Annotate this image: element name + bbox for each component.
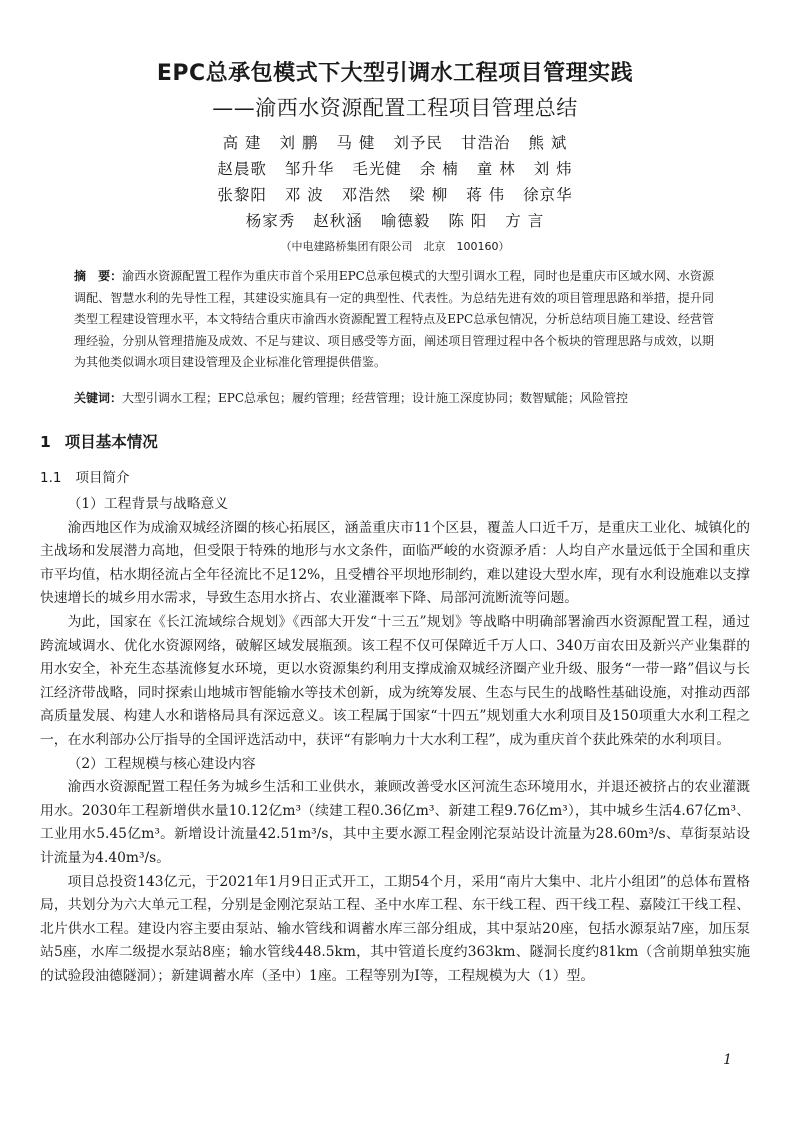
author-list: [0, 130, 790, 234]
subsection-title: 项目简介: [75, 470, 130, 486]
author-line: [0, 208, 790, 234]
subheading-background: （1）工程背景与战略意义: [67, 496, 229, 512]
paragraph: 渝西地区作为成渝双城经济圈的核心拓展区，涵盖重庆市11个区县，覆盖人口近千万，是重庆工业化、城镇化的主战场和发展潜力高地，但受限于特殊的地形与水文条件，面临严峻的水资源矛盾：人均自产水量远低于全国和重庆市平均值，枯水期径流占全年径流比不足12%，且受槽谷平坝地形制约，难以建设大型水库，现有水利设施难以支撑快速增长的城乡用水需求，导致生态用水挤占、农业灌溉率下降、局部河流断流等问题。: [40, 519, 750, 607]
page-number: 1: [723, 1052, 732, 1068]
paragraph: 渝西水资源配置工程任务为城乡生活和工业供水，兼顾改善受水区河流生态环境用水，并退还被挤占的农业灌溉用水。2030年工程新增供水量10.12亿m³（续建工程0.36亿m³、新建工程9.76亿m³），其中城乡生活4.67亿m³、工业用水5.45亿m³。新增设计流量42.51m³/s，其中主要水源工程金刚沱泵站设计流量为28.60m³/s、草街泵站设计流量为4.40m³/s。: [40, 779, 750, 866]
section-number: 1: [40, 433, 51, 451]
author: 余 楠: [419, 160, 459, 178]
author-line: [0, 130, 790, 156]
author-line: [0, 182, 790, 208]
paragraph: 项目总投资143亿元，于2021年1月9日正式开工，工期54个月，采用“南片大集中、北片小组团”的总体布置格局，共划分为六大单元工程，分别是金刚沱泵站工程、圣中水库工程、东干线工程、西干线工程、嘉陵江干线工程、北片供水工程。建设内容主要由泵站、输水管线和调蓄水库三部分组成，其中泵站20座，包括水源泵站7座，加压泵站5座，水库二级提水泵站8座；输水管线448.5km，其中管道长度约363km、隧洞长度约81km（含前期单独实施的试验段油德隧洞）；新建调蓄水库（圣中）1座。工程等别为Ⅰ等，工程规模为大（1）型。: [40, 873, 750, 984]
author: 蒋 伟: [466, 186, 506, 204]
author: 赵晨歌: [217, 160, 267, 178]
abstract: [74, 266, 714, 374]
subsection-number: 1.1: [40, 470, 62, 486]
author: 邹升华: [284, 160, 335, 178]
author: 徐京华: [523, 186, 573, 204]
author: 刘 炜: [533, 160, 573, 178]
author: 高 建: [222, 134, 262, 152]
author: 喻德毅: [380, 212, 431, 230]
abstract-text: 渝西水资源配置工程作为重庆市首个采用EPC总承包模式的大型引调水工程，同时也是重庆市区域水网、水资源调配、智慧水利的先导性工程，其建设实施具有一定的典型性、代表性。为总结先进有效的项目管理思路和举措，提升同类型工程建设管理水平，本文特结合重庆市渝西水资源配置工程特点及EPC总承包情况，分析总结项目施工建设、经营管理经验，分别从管理措施及成效、不足与建议、项目感受等方面，阐述项目管理过程中各个板块的管理思路与成效，以期为其他类似调水项目建设管理及企业标准化管理提供借鉴。: [74, 269, 714, 370]
keywords-label: 关键词：: [74, 391, 123, 405]
author-line: [0, 156, 790, 182]
author: 毛光健: [352, 160, 402, 178]
keywords-text: 大型引调水工程；EPC总承包；履约管理；经营管理；设计施工深度协同；数智赋能；风险管控: [122, 391, 629, 405]
author: 赵秋涵: [313, 212, 363, 230]
author: 陈 阳: [448, 212, 488, 230]
author: 杨家秀: [245, 212, 296, 230]
author: 马 健: [336, 134, 376, 152]
keywords: [74, 388, 714, 408]
affiliation: （中电建路桥集团有限公司 北京 100160）: [280, 240, 510, 253]
author: 梁 柳: [409, 186, 449, 204]
author: 张黎阳: [217, 186, 267, 204]
author: 甘浩治: [460, 134, 511, 152]
author: 刘 鹏: [279, 134, 319, 152]
abstract-label: 摘 要：: [74, 269, 123, 283]
author: 熊 斌: [528, 134, 568, 152]
paper-title: EPC总承包模式下大型引调水工程项目管理实践: [156, 61, 634, 86]
subheading-scale: （2）工程规模与核心建设内容: [67, 755, 256, 772]
paper-subtitle: ——渝西水资源配置工程项目管理总结: [212, 96, 578, 120]
subsection-heading: [40, 466, 129, 486]
author: 方 言: [505, 212, 545, 230]
section-heading: [40, 430, 158, 452]
author: 邓 波: [284, 186, 324, 204]
author: 邓浩然: [341, 186, 392, 204]
body-text: [40, 493, 750, 988]
author: 刘予民: [393, 134, 443, 152]
paragraph: 为此，国家在《长江流域综合规划》《西部大开发“十三五”规划》等战略中明确部署渝西水资源配置工程，通过跨流域调水、优化水资源网络，破解区域发展瓶颈。该工程不仅可保障近千万人口、340万亩农田及新兴产业集群的用水安全，补充生态基流修复水环境，更以水资源集约利用支撑成渝双城经济圈产业升级、服务“一带一路”倡议与长江经济带战略，同时探索山地城市智能输水等技术创新，成为统筹发展、生态与民生的战略性基础设施，对推动西部高质量发展、构建人水和谐格局具有深远意义。该工程属于国家“十四五”规划重大水利项目及150项重大水利工程之一，在水利部办公厅指导的全国评选活动中，获评“有影响力十大水利工程”，成为重庆首个获此殊荣的水利项目。: [40, 613, 750, 748]
section-title: 项目基本情况: [64, 433, 158, 451]
author: 童 林: [476, 160, 516, 178]
